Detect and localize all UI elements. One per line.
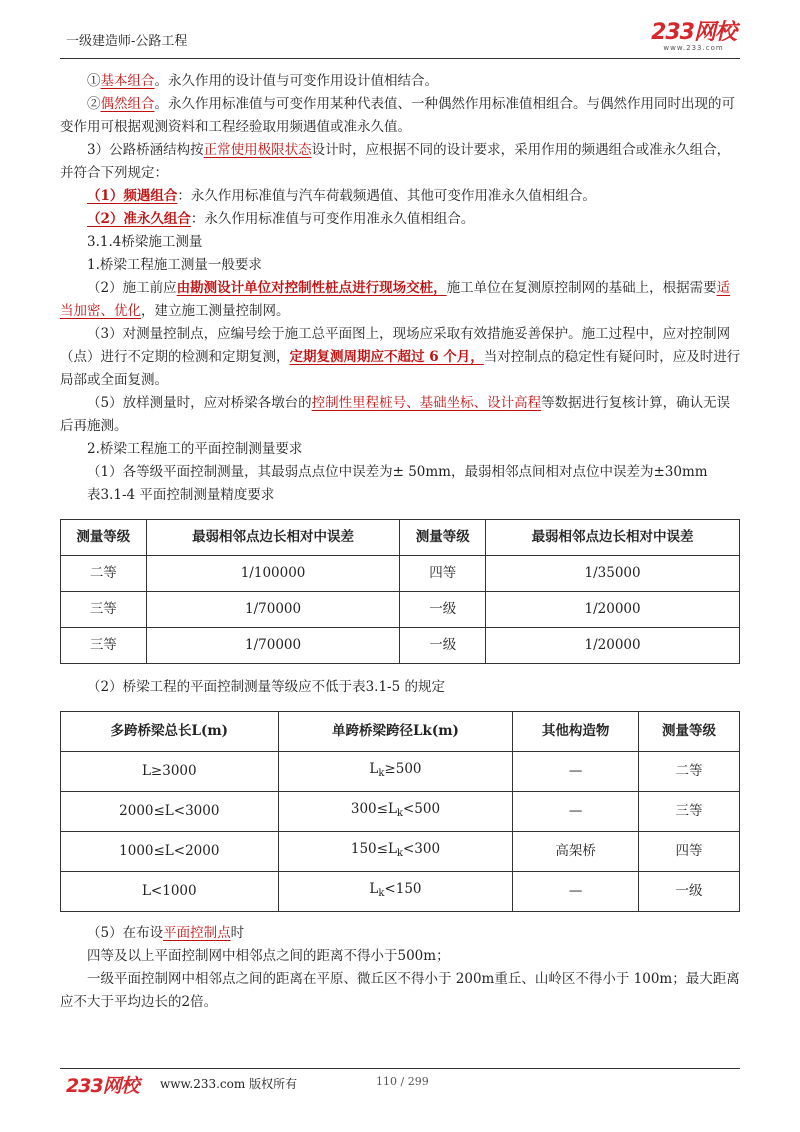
table-cell: 1000≤L<2000 bbox=[61, 832, 279, 872]
text: 施工单位在复测原控制网的基础上，根据需要 bbox=[446, 280, 717, 296]
table-header-cell: 多跨桥梁总长L(m) bbox=[61, 712, 279, 752]
table-row bbox=[61, 628, 740, 664]
text: <150 bbox=[384, 881, 422, 897]
text: <300 bbox=[402, 841, 441, 857]
highlight-term: 控制性里程桩号、基础坐标、设计高程 bbox=[311, 395, 542, 411]
accuracy-table bbox=[60, 519, 740, 664]
paragraph-control-points bbox=[60, 323, 742, 392]
subscript: k bbox=[396, 848, 403, 859]
table-header-row bbox=[61, 520, 740, 556]
brand-logo-url: www.233.com bbox=[663, 44, 724, 52]
highlight-term: 由勘测设计单位对控制性桩点进行现场交桩， bbox=[176, 280, 447, 296]
table-cell bbox=[278, 832, 513, 872]
table-header-cell: 测量等级 bbox=[61, 520, 147, 556]
table-cell: 一级 bbox=[400, 628, 486, 664]
table-row bbox=[61, 556, 740, 592]
paragraph-layout-points bbox=[60, 922, 742, 945]
header-title: 一级建造师-公路工程 bbox=[66, 34, 188, 49]
table-row bbox=[61, 592, 740, 628]
table-row bbox=[61, 752, 740, 792]
table-cell: L<1000 bbox=[61, 872, 279, 912]
text: 设计时，应根据不同的设计要求，采用作用的频遇组合或准永久组合，并符合下列规定： bbox=[60, 142, 731, 181]
subsection-heading: 1.桥梁工程施工测量一般要求 bbox=[87, 257, 262, 273]
paragraph-grade-rule: （2）桥梁工程的平面控制测量等级应不低于表3.1-5 的规定 bbox=[87, 679, 445, 695]
footer-logo: 233网校 bbox=[66, 1075, 139, 1097]
table-cell bbox=[278, 752, 513, 792]
table-row bbox=[61, 832, 740, 872]
table-header-cell: 测量等级 bbox=[639, 712, 740, 752]
paragraph-serviceability bbox=[60, 139, 742, 185]
text: 。永久作用标准值与可变作用某种代表值、一种偶然作用标准值相组合。与偶然作用同时出现的可变作用可根据观测资料和工程经验取用频遇值或准永久值。 bbox=[60, 96, 735, 135]
subsection-heading: 2.桥梁工程施工的平面控制测量要求 bbox=[87, 441, 303, 457]
text: ：永久作用标准值与汽车荷载频遇值、其他可变作用准永久值相组合。 bbox=[177, 188, 596, 204]
text: 时 bbox=[230, 925, 245, 941]
paragraph-distance-first: 一级平面控制网中相邻点之间的距离在平原、微丘区不得小于 200m重丘、山岭区不得小于 100m；最大距离应不大于平均边长的2倍。 bbox=[60, 971, 740, 1010]
table-cell: 三等 bbox=[61, 628, 147, 664]
table-cell: 二等 bbox=[61, 556, 147, 592]
table-cell: 三等 bbox=[639, 792, 740, 832]
text: <500 bbox=[402, 801, 441, 817]
highlight-term: （1）频遇组合 bbox=[87, 188, 178, 204]
table-cell: — bbox=[513, 792, 639, 832]
subscript: k bbox=[378, 888, 385, 899]
footer-copyright: www.233.com 版权所有 bbox=[160, 1077, 298, 1091]
table-header-row bbox=[61, 712, 740, 752]
table-header-cell: 最弱相邻点边长相对中误差 bbox=[486, 520, 740, 556]
header-divider bbox=[60, 58, 740, 59]
text: ：永久作用标准值与可变作用准永久值相组合。 bbox=[190, 211, 475, 227]
page-number: 110 / 299 bbox=[376, 1075, 429, 1088]
section-heading: 3.1.4桥梁施工测量 bbox=[87, 234, 203, 250]
table-cell bbox=[278, 872, 513, 912]
subscript: k bbox=[378, 768, 385, 779]
table-caption: 表3.1-4 平面控制测量精度要求 bbox=[87, 487, 275, 503]
text: ② bbox=[87, 96, 101, 112]
document-body bbox=[60, 70, 742, 1014]
highlight-term: 平面控制点 bbox=[163, 925, 231, 941]
text: ① bbox=[87, 73, 101, 89]
text: （2）施工前应 bbox=[87, 280, 177, 296]
table-row bbox=[61, 792, 740, 832]
highlight-term: 定期复测周期应不超过 6 个月， bbox=[289, 349, 484, 365]
paragraph-basic-combination bbox=[60, 70, 742, 93]
table-cell: 1/35000 bbox=[486, 556, 740, 592]
table-cell bbox=[278, 792, 513, 832]
table-header-cell: 单跨桥梁跨径Lk(m) bbox=[278, 712, 513, 752]
text: 150≤L bbox=[350, 841, 397, 857]
text: 300≤L bbox=[350, 801, 397, 817]
paragraph-accuracy: （1）各等级平面控制测量，其最弱点点位中误差为± 50mm，最弱相邻点间相对点位中误差为±30mm bbox=[87, 464, 708, 480]
table-cell: 1/20000 bbox=[486, 628, 740, 664]
table-cell: 一级 bbox=[400, 592, 486, 628]
paragraph-accidental-combination bbox=[60, 93, 742, 139]
table-header-cell: 测量等级 bbox=[400, 520, 486, 556]
highlight-term: 偶然组合 bbox=[100, 96, 155, 112]
table-cell: 1/70000 bbox=[146, 628, 400, 664]
table-header-cell: 最弱相邻点边长相对中误差 bbox=[146, 520, 400, 556]
text: ≥500 bbox=[384, 761, 422, 777]
text: 当对控制点的稳定性有疑问时，应及时进行局部或全面复测。 bbox=[60, 349, 741, 388]
text: （5）放样测量时，应对桥梁各墩台的 bbox=[87, 395, 312, 411]
table-cell: 1/20000 bbox=[486, 592, 740, 628]
paragraph-frequent-combination bbox=[60, 185, 742, 208]
table-cell: 四等 bbox=[639, 832, 740, 872]
table-cell: 2000≤L<3000 bbox=[61, 792, 279, 832]
table-cell: — bbox=[513, 872, 639, 912]
table-header-cell: 其他构造物 bbox=[513, 712, 639, 752]
paragraph-quasi-permanent-combination bbox=[60, 208, 742, 231]
text: （5）在布设 bbox=[87, 925, 164, 941]
text: L bbox=[369, 881, 379, 897]
brand-logo-text: 233网校 bbox=[651, 20, 736, 45]
grade-table bbox=[60, 711, 740, 912]
highlight-term: 基本组合 bbox=[100, 73, 155, 89]
highlight-term: （2）准永久组合 bbox=[87, 211, 191, 227]
highlight-term: 正常使用极限状态 bbox=[203, 142, 312, 158]
table-row bbox=[61, 872, 740, 912]
table-cell: L≥3000 bbox=[61, 752, 279, 792]
text: （3）对测量控制点，应编号绘于施工总平面图上，现场应采取有效措施妥善保护。施工过程中，应对控制网（点）进行不定期的检测和定期复测， bbox=[60, 326, 731, 365]
table-cell: 1/70000 bbox=[146, 592, 400, 628]
footer-divider bbox=[60, 1068, 740, 1069]
table-cell: 1/100000 bbox=[146, 556, 400, 592]
text: ，建立施工测量控制网。 bbox=[141, 303, 290, 319]
brand-logo bbox=[651, 22, 736, 52]
highlight-term: 适当加密、优化 bbox=[60, 280, 731, 319]
text: L bbox=[369, 761, 379, 777]
table-cell: 三等 bbox=[61, 592, 147, 628]
text: 等数据进行复核计算，确认无误后再施测。 bbox=[60, 395, 731, 434]
paragraph-control-handover bbox=[60, 277, 742, 323]
paragraph-setting-out bbox=[60, 392, 742, 438]
table-cell: 一级 bbox=[639, 872, 740, 912]
table-cell: 高架桥 bbox=[513, 832, 639, 872]
table-cell: 二等 bbox=[639, 752, 740, 792]
text: 3）公路桥涵结构按 bbox=[87, 142, 204, 158]
text: 。永久作用的设计值与可变作用设计值相结合。 bbox=[154, 73, 438, 89]
table-cell: 四等 bbox=[400, 556, 486, 592]
paragraph-distance-fourth: 四等及以上平面控制网中相邻点之间的距离不得小于500m； bbox=[87, 948, 450, 964]
table-cell: — bbox=[513, 752, 639, 792]
subscript: k bbox=[396, 808, 403, 819]
